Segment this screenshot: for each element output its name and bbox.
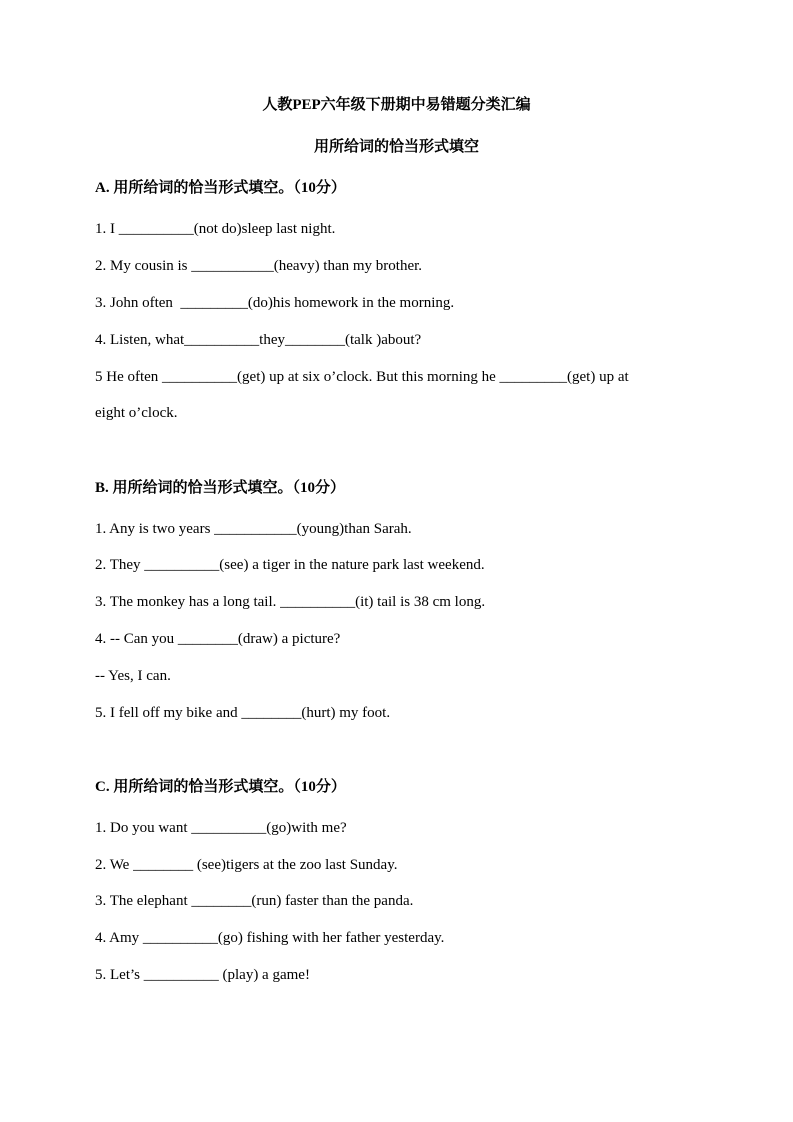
page-title: 人教PEP六年级下册期中易错题分类汇编 xyxy=(262,97,531,113)
section-b-item-2: 2. They __________(see) a tiger in the nature park last weekend. xyxy=(95,557,485,573)
section-a-item-1: 1. I __________(not do)sleep last night. xyxy=(95,221,336,237)
section-b-item-5: 5. I fell off my bike and ________(hurt) my foot. xyxy=(95,705,391,721)
section-b-item-4: 4. -- Can you ________(draw) a picture? xyxy=(95,631,341,647)
section-c-item-5: 5. Let’s __________ (play) a game! xyxy=(95,967,310,983)
section-a-item-4: 4. Listen, what__________they________(talk )about? xyxy=(95,332,422,348)
section-c-heading: C. 用所给词的恰当形式填空。（10分） xyxy=(95,779,346,795)
section-a-item-5: 5 He often __________(get) up at six o’clock. But this morning he _________(get) up at xyxy=(95,369,629,385)
section-c-item-3: 3. The elephant ________(run) faster than the panda. xyxy=(95,893,414,909)
section-c-item-4: 4. Amy __________(go) fishing with her father yesterday. xyxy=(95,930,445,946)
section-c-item-2: 2. We ________ (see)tigers at the zoo last Sunday. xyxy=(95,857,398,873)
section-c-item-1: 1. Do you want __________(go)with me? xyxy=(95,820,347,836)
section-a-item-3: 3. John often _________(do)his homework in the morning. xyxy=(95,295,455,311)
section-a-heading: A. 用所给词的恰当形式填空。（10分） xyxy=(95,180,346,196)
section-b-item-4-answer: -- Yes, I can. xyxy=(95,668,171,684)
section-a-item-2: 2. My cousin is ___________(heavy) than my brother. xyxy=(95,258,423,274)
page-subtitle: 用所给词的恰当形式填空 xyxy=(313,139,479,155)
section-a-item-5-continued: eight o’clock. xyxy=(95,405,178,421)
section-b-item-1: 1. Any is two years ___________(young)than Sarah. xyxy=(95,521,412,537)
section-b-heading: B. 用所给词的恰当形式填空。（10分） xyxy=(95,480,346,496)
section-b-item-3: 3. The monkey has a long tail. __________(it) tail is 38 cm long. xyxy=(95,594,486,610)
